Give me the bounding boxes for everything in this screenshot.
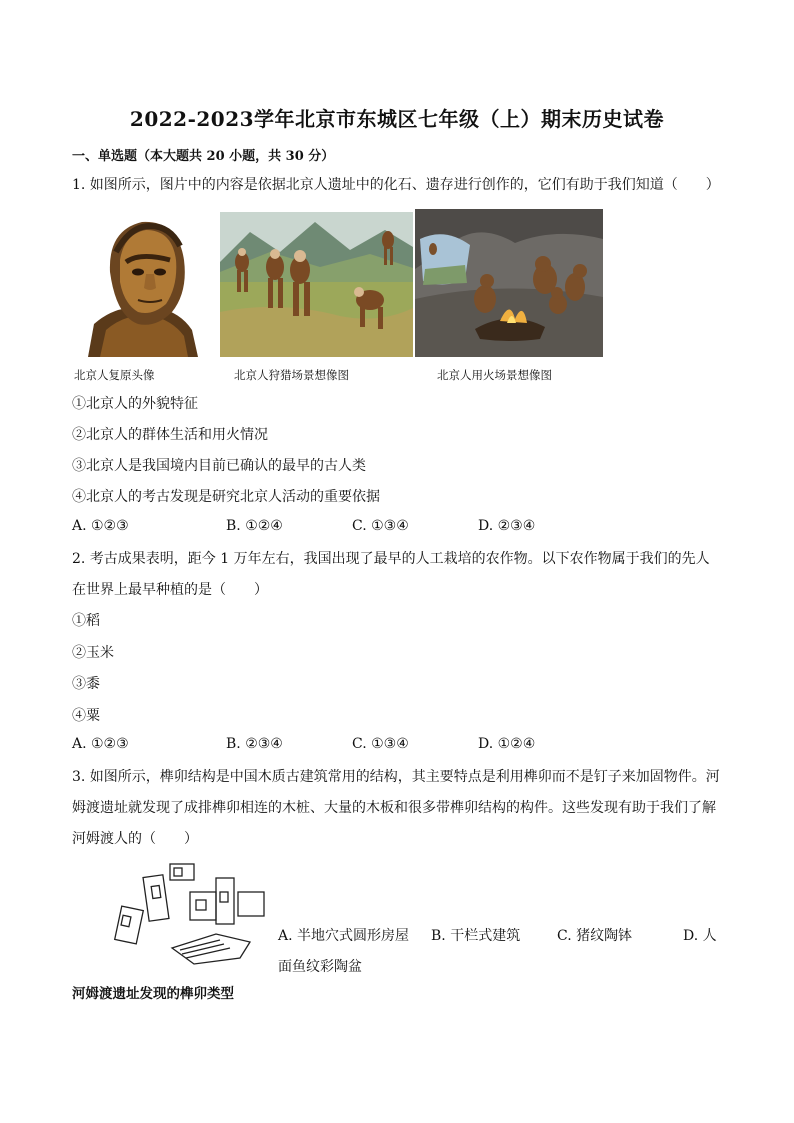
exam-title: 2022-2023学年北京市东城区七年级（上）期末历史试卷	[129, 107, 665, 131]
q2-item-1: ①稻	[72, 613, 100, 629]
q3-option-a: A. 半地穴式圆形房屋	[278, 928, 410, 944]
caption-hunting: 北京人狩猎场景想像图	[234, 368, 349, 382]
caption-bust: 北京人复原头像	[74, 368, 155, 382]
q1-option-a: A. ①②③	[72, 518, 129, 534]
q1-item-4: ④北京人的考古发现是研究北京人活动的重要依据	[72, 489, 380, 505]
peking-man-fire-image	[415, 209, 603, 357]
q2-item-3: ③黍	[72, 676, 100, 692]
q2-option-c: C. ①③④	[352, 736, 409, 752]
q3-option-b: B. 干栏式建筑	[431, 928, 521, 944]
q1-option-c: C. ①③④	[352, 518, 409, 534]
caption-fire: 北京人用火场景想像图	[437, 368, 552, 382]
q3-stem: 3. 如图所示，榫卯结构是中国木质古建筑常用的结构，其主要特点是利用榫卯而不是钉子来加固物件。河姆渡遗址就发现了成排榫卯相连的木桩、大量的木板和很多带榫卯结构的构件。这些发现有助于我们了解河姆渡人的（ ）	[72, 769, 720, 847]
q1-option-b: B. ①②④	[226, 518, 283, 534]
peking-man-bust-image	[80, 212, 204, 357]
q3-option-d: D. 人	[683, 928, 717, 944]
mortise-tenon-drawing	[112, 856, 268, 968]
q2-item-4: ④粟	[72, 708, 100, 724]
section-heading: 一、单选题（本大题共 20 小题，共 30 分）	[72, 149, 335, 164]
peking-man-hunting-image	[220, 212, 413, 357]
q2-option-a: A. ①②③	[72, 736, 129, 752]
q2-stem: 2. 考古成果表明，距今 1 万年左右，我国出现了最早的人工栽培的农作物。以下农作物属于我们的先人在世界上最早种植的是（ ）	[72, 551, 710, 598]
q2-item-2: ②玉米	[72, 645, 114, 661]
q1-stem: 1. 如图所示，图片中的内容是依据北京人遗址中的化石、遗存进行创作的，它们有助于我们知道（ ）	[72, 177, 720, 193]
q3-figure-caption: 河姆渡遗址发现的榫卯类型	[72, 986, 234, 1002]
q1-item-2: ②北京人的群体生活和用火情况	[72, 427, 268, 443]
q1-item-3: ③北京人是我国境内目前已确认的最早的古人类	[72, 458, 366, 474]
q2-option-d: D. ①②④	[478, 736, 536, 752]
q3-option-c: C. 猪纹陶钵	[557, 928, 633, 944]
q1-item-1: ①北京人的外貌特征	[72, 396, 198, 412]
q3-option-d-continued: 面鱼纹彩陶盆	[278, 959, 362, 975]
q1-option-d: D. ②③④	[478, 518, 536, 534]
q2-option-b: B. ②③④	[226, 736, 283, 752]
